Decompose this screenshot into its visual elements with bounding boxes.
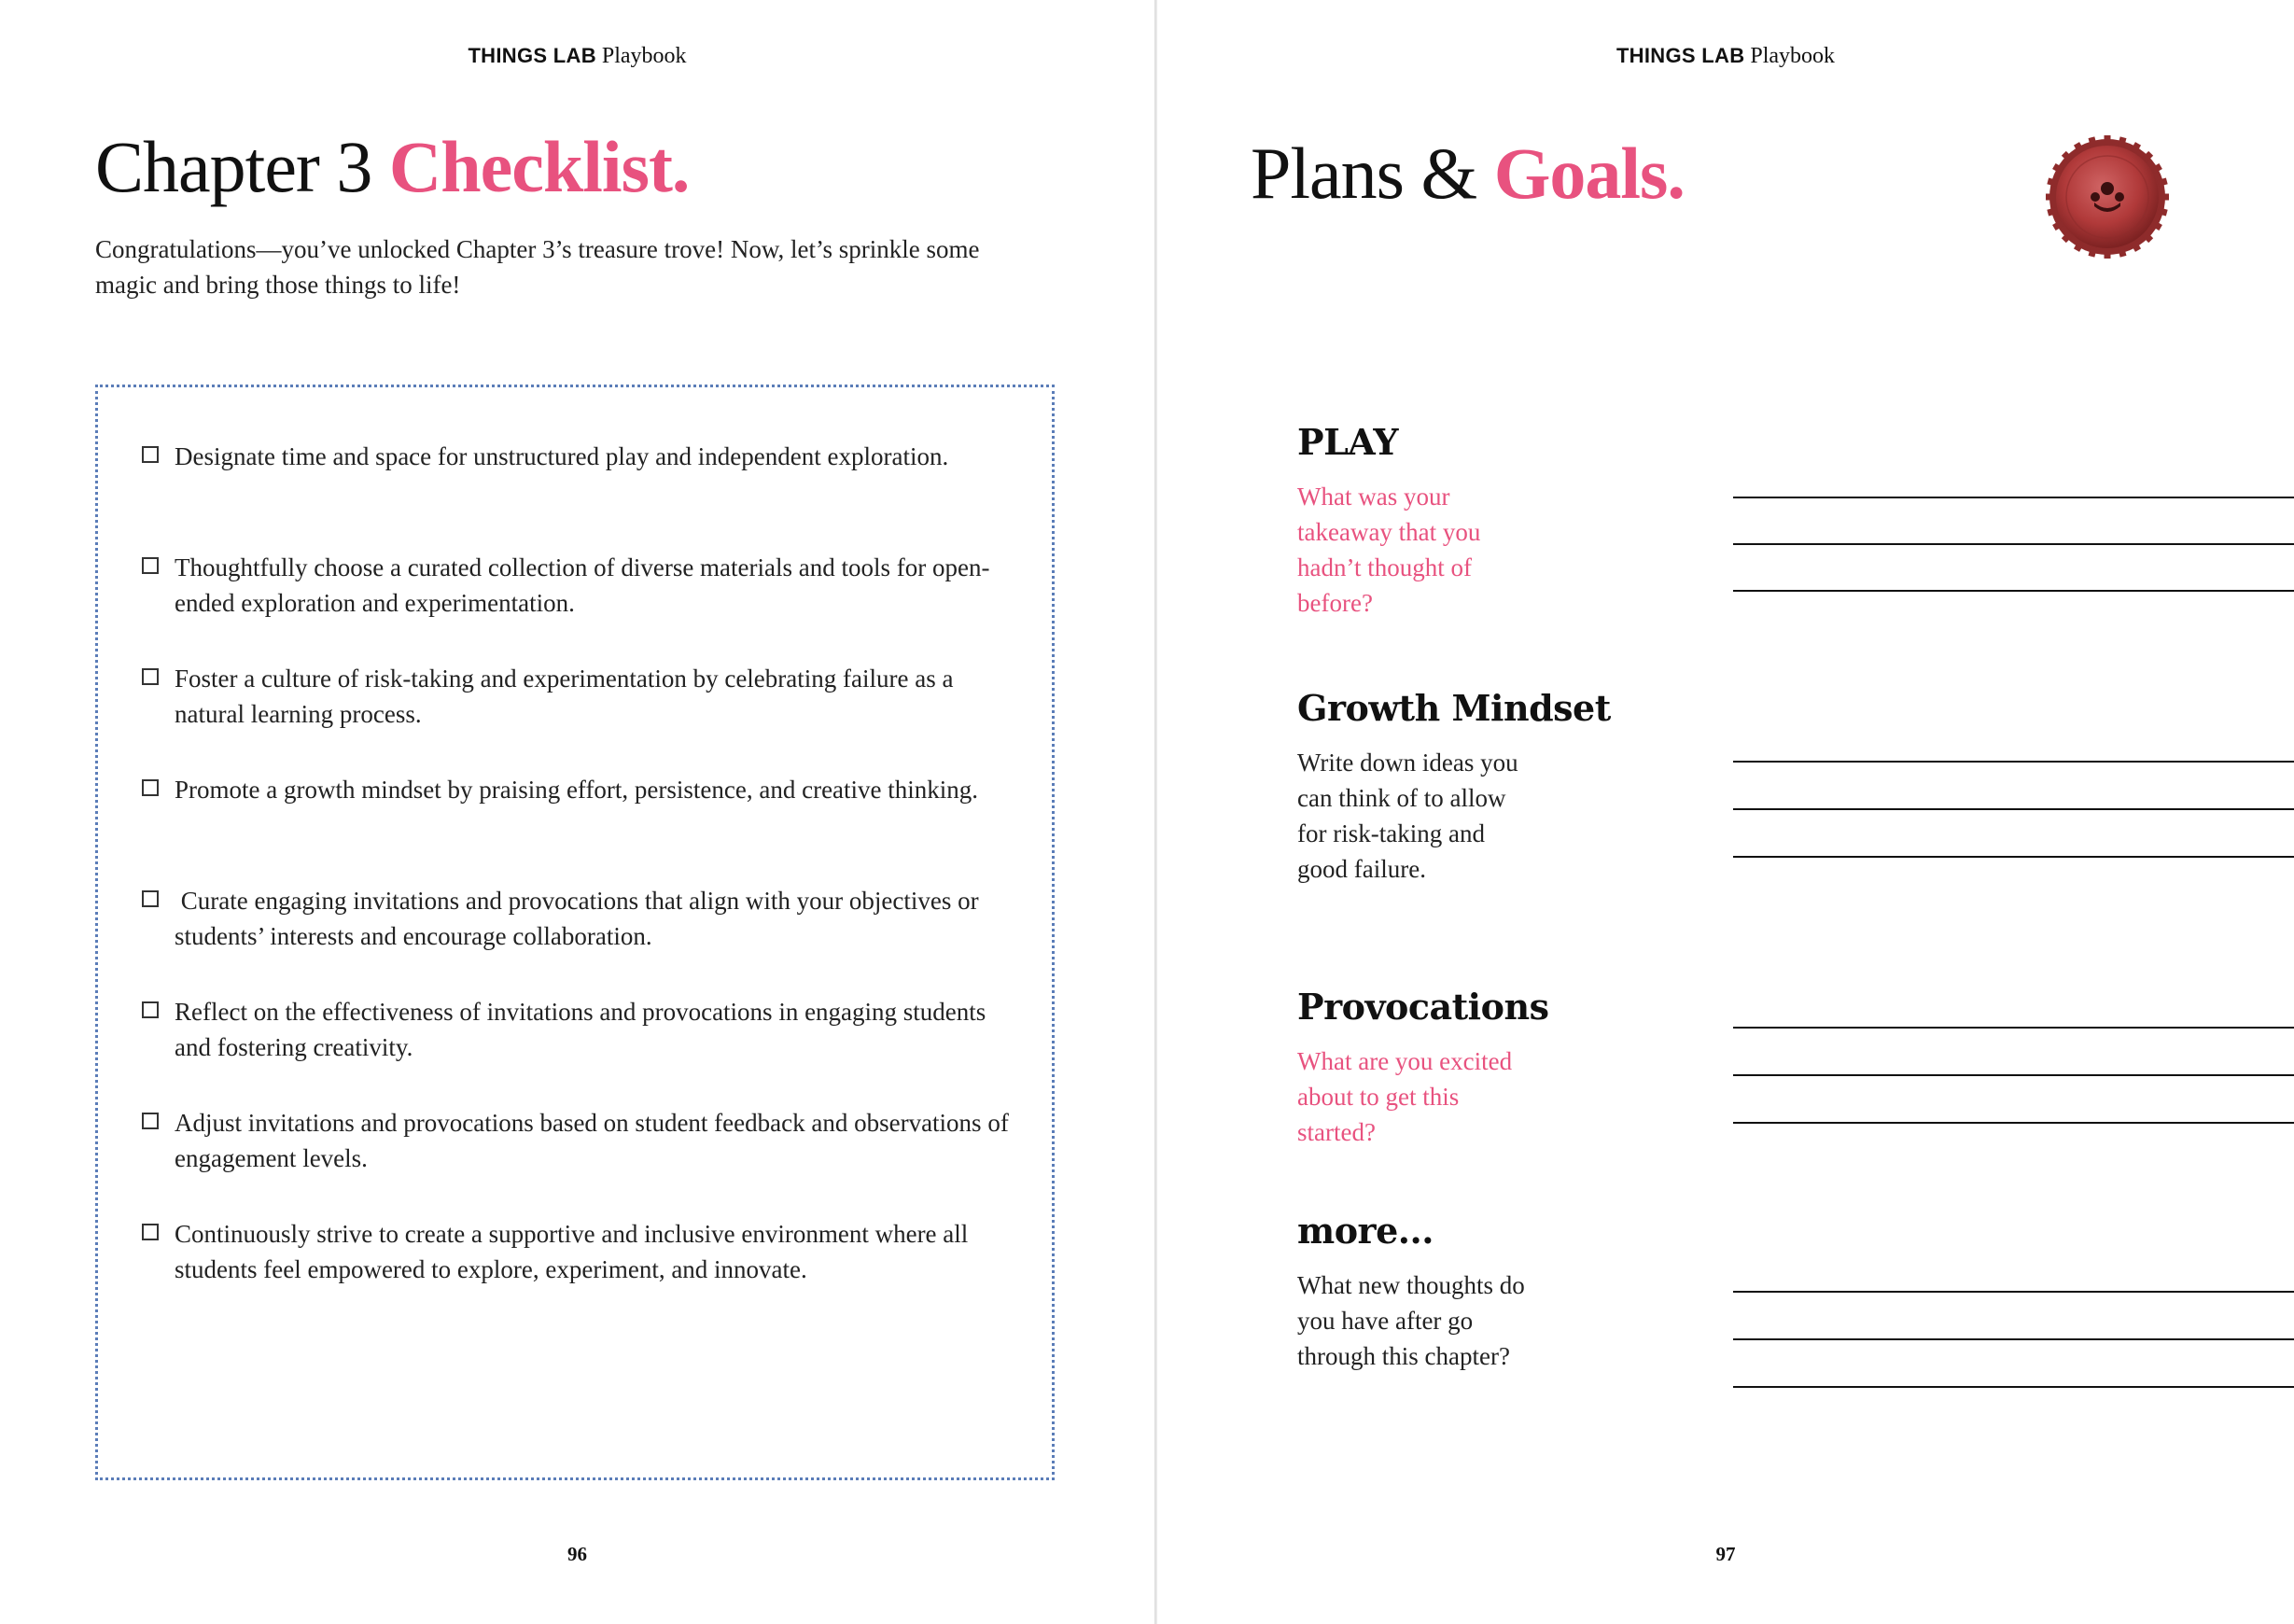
checklist-item-text: Promote a growth mindset by praising effort, persistence, and creative thinking. [175,776,979,804]
brand-suffix: Playbook [1750,44,1836,68]
checklist-item-text: Designate time and space for unstructured play and independent exploration. [175,442,949,470]
checklist-item [140,439,1017,550]
title-accent: Goals. [1493,133,1685,214]
section-growth-mindset [1297,687,2294,883]
checklist-item [140,1216,1017,1327]
checklist-item-text: Adjust invitations and provocations based on student feedback and observations of engagement levels. [175,1109,1009,1172]
section-play [1297,421,2294,617]
writing-line[interactable] [1733,1027,2294,1029]
brand-name: THINGS LAB [1616,44,1745,67]
running-head [0,44,1154,69]
section-provocations [1297,986,2294,1146]
title-accent: Checklist. [388,126,690,207]
checkbox[interactable] [142,557,159,574]
checkbox[interactable] [142,1001,159,1018]
checklist-item-text: Thoughtfully choose a curated collection of diverse materials and tools for open-ended exploration and experimentation. [175,553,990,617]
writing-line[interactable] [1733,1122,2294,1124]
running-head [1157,44,2294,69]
checkbox[interactable] [142,1113,159,1129]
writing-line[interactable] [1733,1074,2294,1076]
gear-seal-icon [2046,135,2169,259]
section-more [1297,1210,2294,1370]
title-plain: Chapter 3 [95,126,389,207]
section-prompt: What new thoughts do you have after go through this chapter? [1297,1271,1525,1370]
checklist-item [140,772,1017,883]
page-number: 97 [1715,1543,1736,1565]
checklist-item [140,661,1017,772]
checklist-item-text: Continuously strive to create a supportive and inclusive environment where all students feel empowered to explore, experiment, and innovate. [175,1220,969,1283]
writing-line[interactable] [1733,856,2294,858]
writing-line[interactable] [1733,808,2294,810]
section-prompt: What are you excited about to get this started? [1297,1047,1513,1146]
checklist-item [140,1105,1017,1216]
checkbox[interactable] [142,668,159,685]
checkbox[interactable] [142,779,159,796]
section-heading: PLAY [1297,421,1399,463]
writing-line[interactable] [1733,497,2294,498]
section-heading: more... [1297,1210,1434,1252]
title-plain: Plans & [1251,133,1494,214]
checklist-item-text: Reflect on the effectiveness of invitations and provocations in engaging students and fostering creativity. [175,998,986,1061]
page-number: 96 [567,1543,587,1565]
checklist-item [140,994,1017,1105]
writing-line[interactable] [1733,1291,2294,1293]
writing-line[interactable] [1733,543,2294,545]
page-title [95,126,690,207]
checklist [140,439,1017,1327]
intro-paragraph: Congratulations—you’ve unlocked Chapter 3’s treasure trove! Now, let’s sprinkle some magic and bring those things to life! [95,235,980,299]
page-title [1251,133,1685,214]
section-prompt: Write down ideas you can think of to allow for risk-taking and good failure. [1297,749,1518,883]
checklist-item-text: Foster a culture of risk-taking and experimentation by celebrating failure as a natural learning process. [175,665,954,728]
writing-line[interactable] [1733,590,2294,592]
brand-suffix: Playbook [601,44,687,68]
writing-line[interactable] [1733,1338,2294,1340]
checklist-item [140,550,1017,661]
checkbox[interactable] [142,890,159,907]
brand-name: THINGS LAB [468,44,596,67]
checklist-item [140,883,1017,994]
writing-line[interactable] [1733,761,2294,763]
section-heading: Provocations [1297,986,1549,1028]
writing-line[interactable] [1733,1386,2294,1388]
section-heading: Growth Mindset [1297,687,1611,729]
checkbox[interactable] [142,1224,159,1240]
section-prompt: What was your takeaway that you hadn’t thought of before? [1297,483,1481,617]
right-page [1157,0,2294,1624]
checkbox[interactable] [142,446,159,463]
checklist-item-text: Curate engaging invitations and provocations that align with your objectives or students’ interests and encourage collaboration. [175,887,986,950]
